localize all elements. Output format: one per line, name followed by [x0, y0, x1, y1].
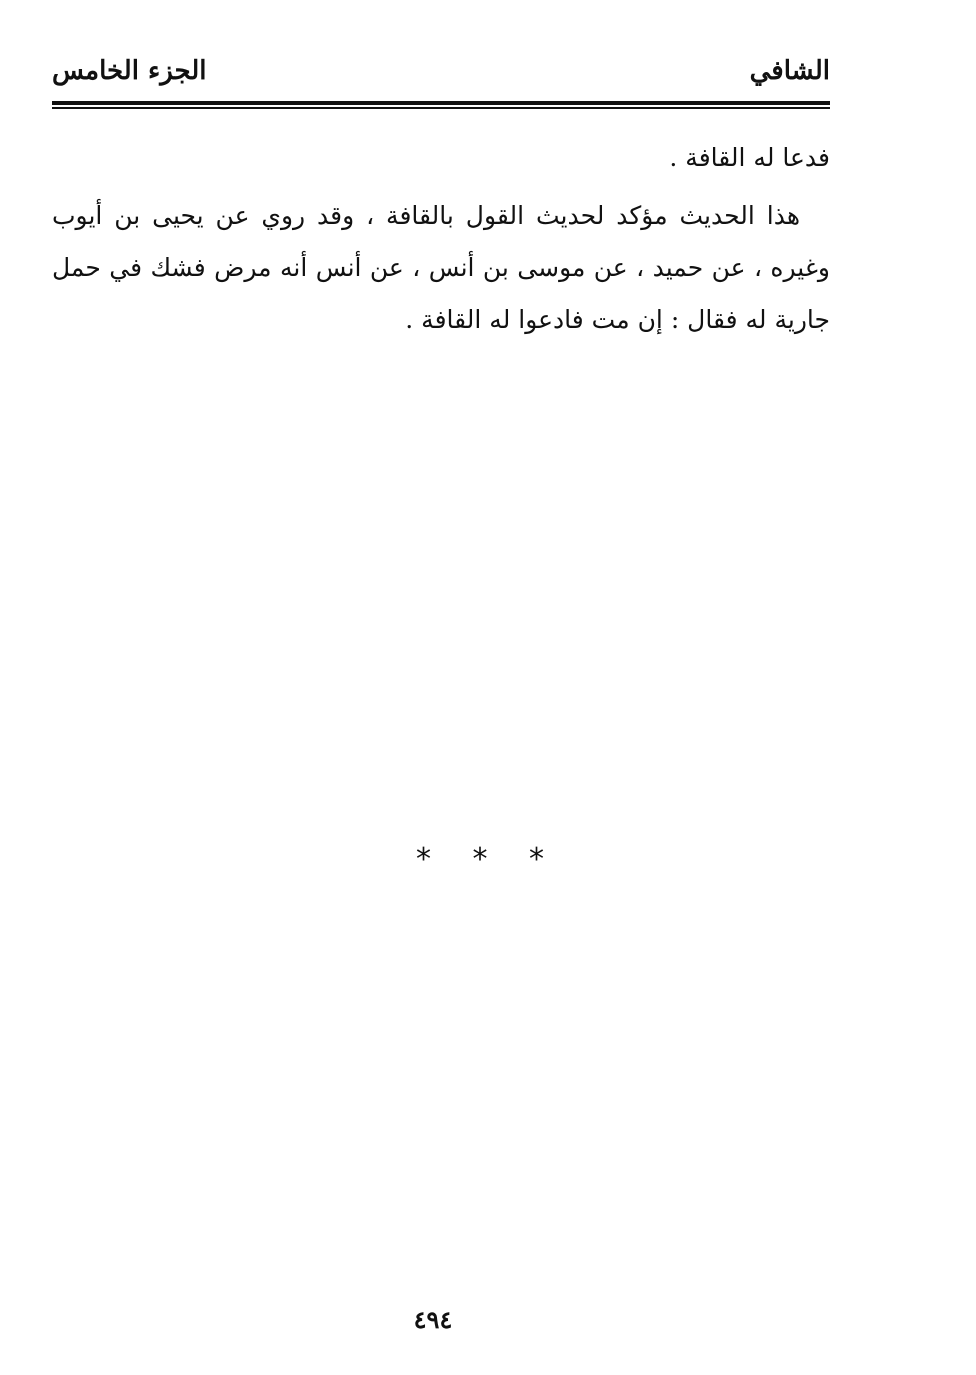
text-line-continuation: فدعا له القافة .: [669, 143, 830, 172]
volume-label: الجزء الخامس: [52, 56, 207, 86]
header-rule-thick: [52, 101, 830, 105]
section-separator: * * *: [415, 842, 561, 877]
paragraph-text: هذا الحديث مؤكد لحديث القول بالقافة ، وقد روي عن يحيى بن أيوب وغيره ، عن حميد ، عن موسى بن أنس ، عن أنس أنه مرض فشك في حمل جارية له فقال : إن مت فادعوا له القافة .: [52, 201, 830, 334]
body-paragraph: [52, 190, 830, 346]
book-title: الشافي: [749, 56, 830, 86]
page-header: [52, 56, 830, 100]
header-rule-thin: [52, 107, 830, 109]
page-number: ٤٩٤: [413, 1305, 453, 1334]
